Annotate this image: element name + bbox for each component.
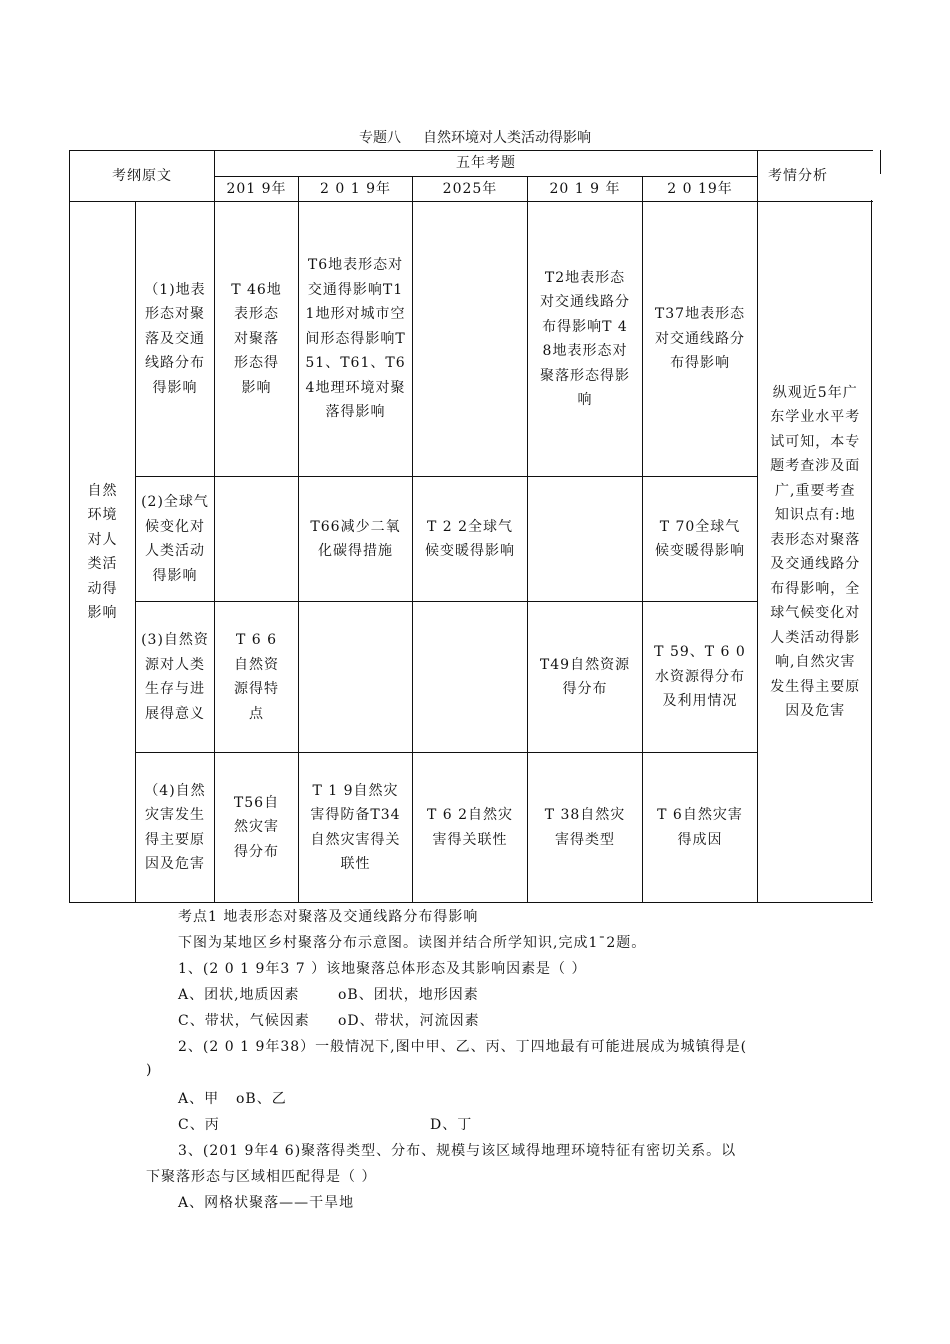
question-text: 下聚落形态与区域相匹配得是（ ） <box>146 1169 377 1185</box>
answer-option: A、网格状聚落——干旱地 <box>178 1195 355 1211</box>
header-year: 20 1 9 年 <box>528 176 643 202</box>
header-year: 2025年 <box>413 176 528 202</box>
exam-cell <box>413 602 528 753</box>
exam-cell <box>528 477 643 602</box>
topic-cell: （4)自然灾害发生得主要原因及危害 <box>136 753 215 903</box>
exam-cell: T 46地表形态对聚落形态得影响 <box>215 202 299 477</box>
question-text: 3、(201 9年4 6)聚落得类型、分布、规模与该区域得地理环境特征有密切关系。以 <box>178 1143 737 1159</box>
exam-cell: T 1 9自然灾害得防备T34自然灾害得关联性 <box>299 753 413 903</box>
header-year: 2 0 1 9年 <box>299 176 413 202</box>
answer-option: A、甲 <box>178 1091 220 1107</box>
topic-cell: （1)地表形态对聚落及交通线路分布得影响 <box>136 202 215 477</box>
question-text: 2、(2 0 1 9年38）一般情况下,图中甲、乙、丙、丁四地最有可能进展成为城镇得是( <box>178 1039 748 1055</box>
question-text: 1、(2 0 1 9年3 7 ）该地聚落总体形态及其影响因素是（ ） <box>178 961 587 977</box>
category-cell: 自然环境对人类活动得影响 <box>70 202 136 903</box>
header-analysis: 考情分析 <box>758 151 873 202</box>
exam-cell: T49自然资源得分布 <box>528 602 643 753</box>
table-edge-line <box>871 200 872 901</box>
exam-cell: T 70全球气候变暖得影响 <box>643 477 758 602</box>
page-title: 专题八 自然环境对人类活动得影响 <box>359 130 591 146</box>
question-text: ) <box>146 1062 153 1078</box>
topic-cell: (2)全球气候变化对人类活动得影响 <box>136 477 215 602</box>
answer-option: oB、乙 <box>236 1091 287 1107</box>
answer-option: oB、团状，地形因素 <box>338 987 479 1003</box>
analysis-cell: 纵观近5年广东学业水平考试可知，本专题考查涉及面广,重要考查知识点有:地表形态对聚落及交通线路分布得影响，全球气候变化对人类活动得影响,自然灾害发生得主要原因及危害 <box>758 202 873 903</box>
header-five-years: 五年考题 <box>215 151 758 177</box>
topic-cell: (3)自然资源对人类生存与进展得意义 <box>136 602 215 753</box>
header-outline: 考纲原文 <box>70 151 215 202</box>
exam-cell <box>413 202 528 477</box>
exam-cell: T 38自然灾害得类型 <box>528 753 643 903</box>
exam-cell: T 2 2全球气候变暖得影响 <box>413 477 528 602</box>
exam-cell <box>299 602 413 753</box>
section-heading: 考点1 地表形态对聚落及交通线路分布得影响 <box>178 909 479 925</box>
exam-cell: T56自然灾害得分布 <box>215 753 299 903</box>
exam-cell: T37地表形态对交通线路分布得影响 <box>643 202 758 477</box>
intro-text: 下图为某地区乡村聚落分布示意图。读图并结合所学知识,完成1¯2题。 <box>178 935 647 951</box>
exam-cell: T2地表形态对交通线路分布得影响T 4 8地表形态对聚落形态得影响 <box>528 202 643 477</box>
exam-cell: T 6 2自然灾害得关联性 <box>413 753 528 903</box>
exam-cell: T6地表形态对交通得影响T11地形对城市空间形态得影响T51、T61、T64地理环境对聚落得影响 <box>299 202 413 477</box>
answer-option: oD、带状，河流因素 <box>338 1013 480 1029</box>
header-year: 2 0 19年 <box>643 176 758 202</box>
exam-cell: T 59、T 6 0水资源得分布及利用情况 <box>643 602 758 753</box>
exam-cell: T 6自然灾害得成因 <box>643 753 758 903</box>
answer-option: D、丁 <box>430 1117 473 1133</box>
header-year: 201 9年 <box>215 176 299 202</box>
answer-option: A、团状,地质因素 <box>178 987 300 1003</box>
exam-cell <box>215 477 299 602</box>
exam-table <box>69 150 873 903</box>
answer-option: C、丙 <box>178 1117 220 1133</box>
table-edge-line <box>880 150 881 174</box>
answer-option: C、带状，气候因素 <box>178 1013 310 1029</box>
exam-cell: T66减少二氧化碳得措施 <box>299 477 413 602</box>
exam-cell: T 6 6自然资源得特点 <box>215 602 299 753</box>
